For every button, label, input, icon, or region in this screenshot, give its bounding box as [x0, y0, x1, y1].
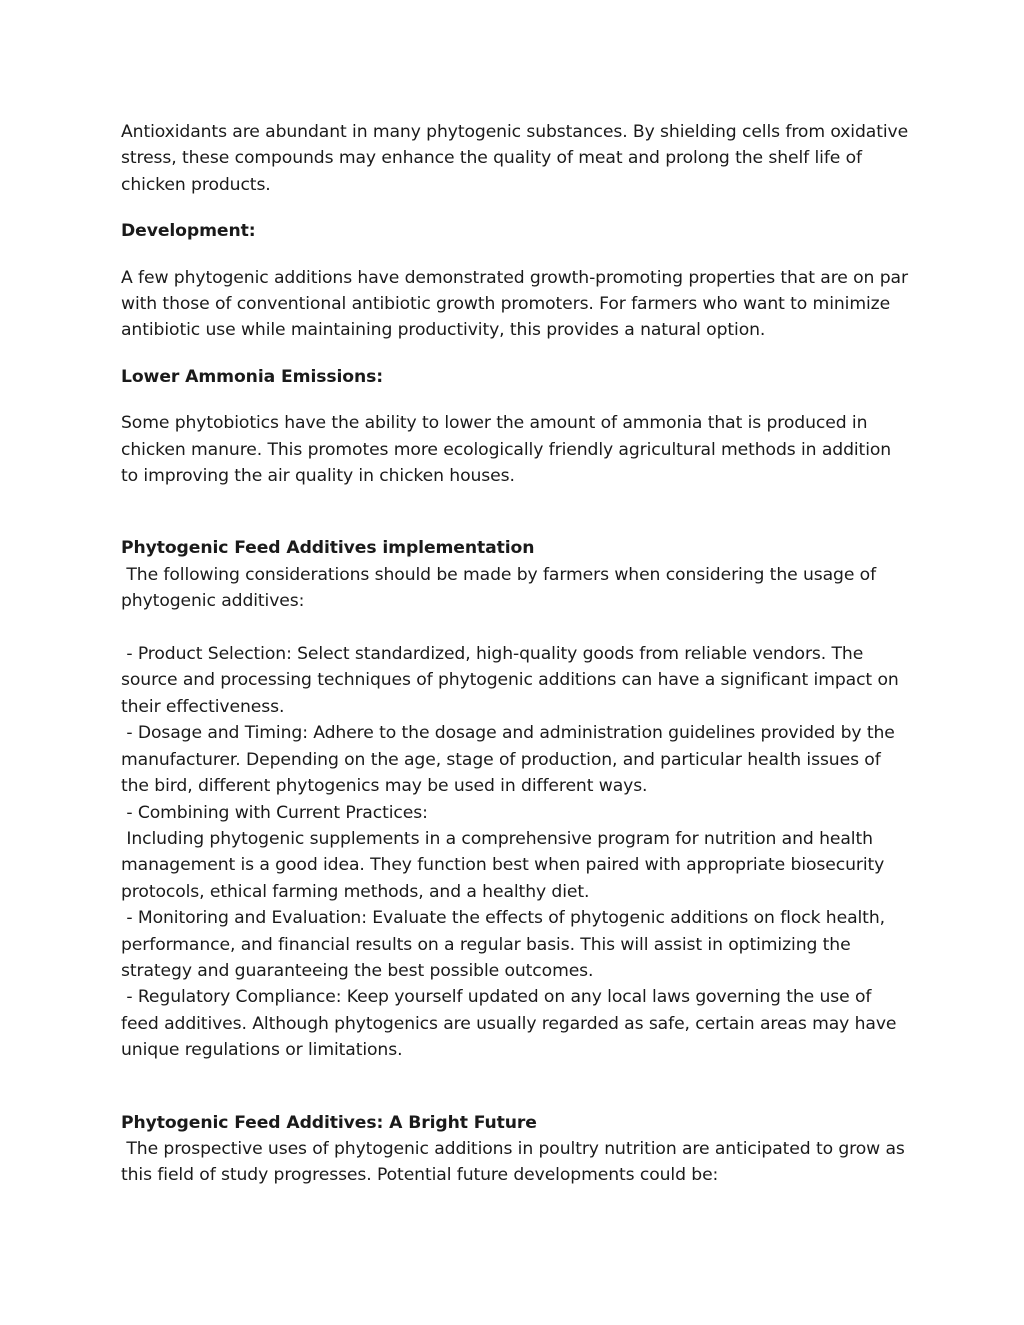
implementation-heading: Phytogenic Feed Additives implementation — [121, 538, 535, 559]
list-item: - Regulatory Compliance: Keep yourself updated on any local laws governing the use of feed additives. Although phytogenics are usually regarded as safe, certain areas may have unique regulations or limitations. — [121, 987, 902, 1061]
development-heading: Development: — [121, 221, 256, 242]
document-page — [121, 119, 914, 1189]
list-item: - Product Selection: Select standardized, high-quality goods from reliable vendors. The source and processing techniques of phytogenic additions can have a significant impact on their effectiveness. — [121, 644, 905, 717]
ammonia-paragraph: Some phytobiotics have the ability to lower the amount of ammonia that is produced in chicken manure. This promotes more ecologically friendly agricultural methods in addition to improving the air quality in chicken houses. — [121, 413, 897, 487]
list-item: - Dosage and Timing: Adhere to the dosage and administration guidelines provided by the manufacturer. Depending on the age, stage of production, and particular health issues of the bird, different phytogenics may be used in different ways. — [121, 723, 901, 797]
implementation-intro: The following considerations should be made by farmers when considering the usage of phytogenic additives: — [121, 564, 882, 612]
implementation-list — [121, 641, 911, 1064]
list-item: - Monitoring and Evaluation: Evaluate the effects of phytogenic additions on flock health, performance, and financial results on a regular basis. This will assist in optimizing the strategy and guaranteeing the best possible outcomes. — [121, 908, 891, 981]
development-paragraph: A few phytogenic additions have demonstrated growth-promoting properties that are on par with those of conventional antibiotic growth promoters. For farmers who want to minimize antibiotic use while maintaining productivity, this provides a natural option. — [121, 267, 914, 341]
list-item: Including phytogenic supplements in a comprehensive program for nutrition and health management is a good idea. They function best when paired with appropriate biosecurity protocols, ethical farming methods, and a healthy diet. — [121, 828, 890, 902]
ammonia-heading: Lower Ammonia Emissions: — [121, 366, 384, 387]
future-heading: Phytogenic Feed Additives: A Bright Future — [121, 1112, 537, 1133]
list-item: - Combining with Current Practices: — [121, 802, 428, 823]
antioxidant-paragraph: Antioxidants are abundant in many phytogenic substances. By shielding cells from oxidative stress, these compounds may enhance the quality of meat and prolong the shelf life of chicken products. — [121, 122, 914, 195]
future-intro: The prospective uses of phytogenic additions in poultry nutrition are anticipated to grow as this field of study progresses. Potential future developments could be: — [121, 1138, 911, 1186]
